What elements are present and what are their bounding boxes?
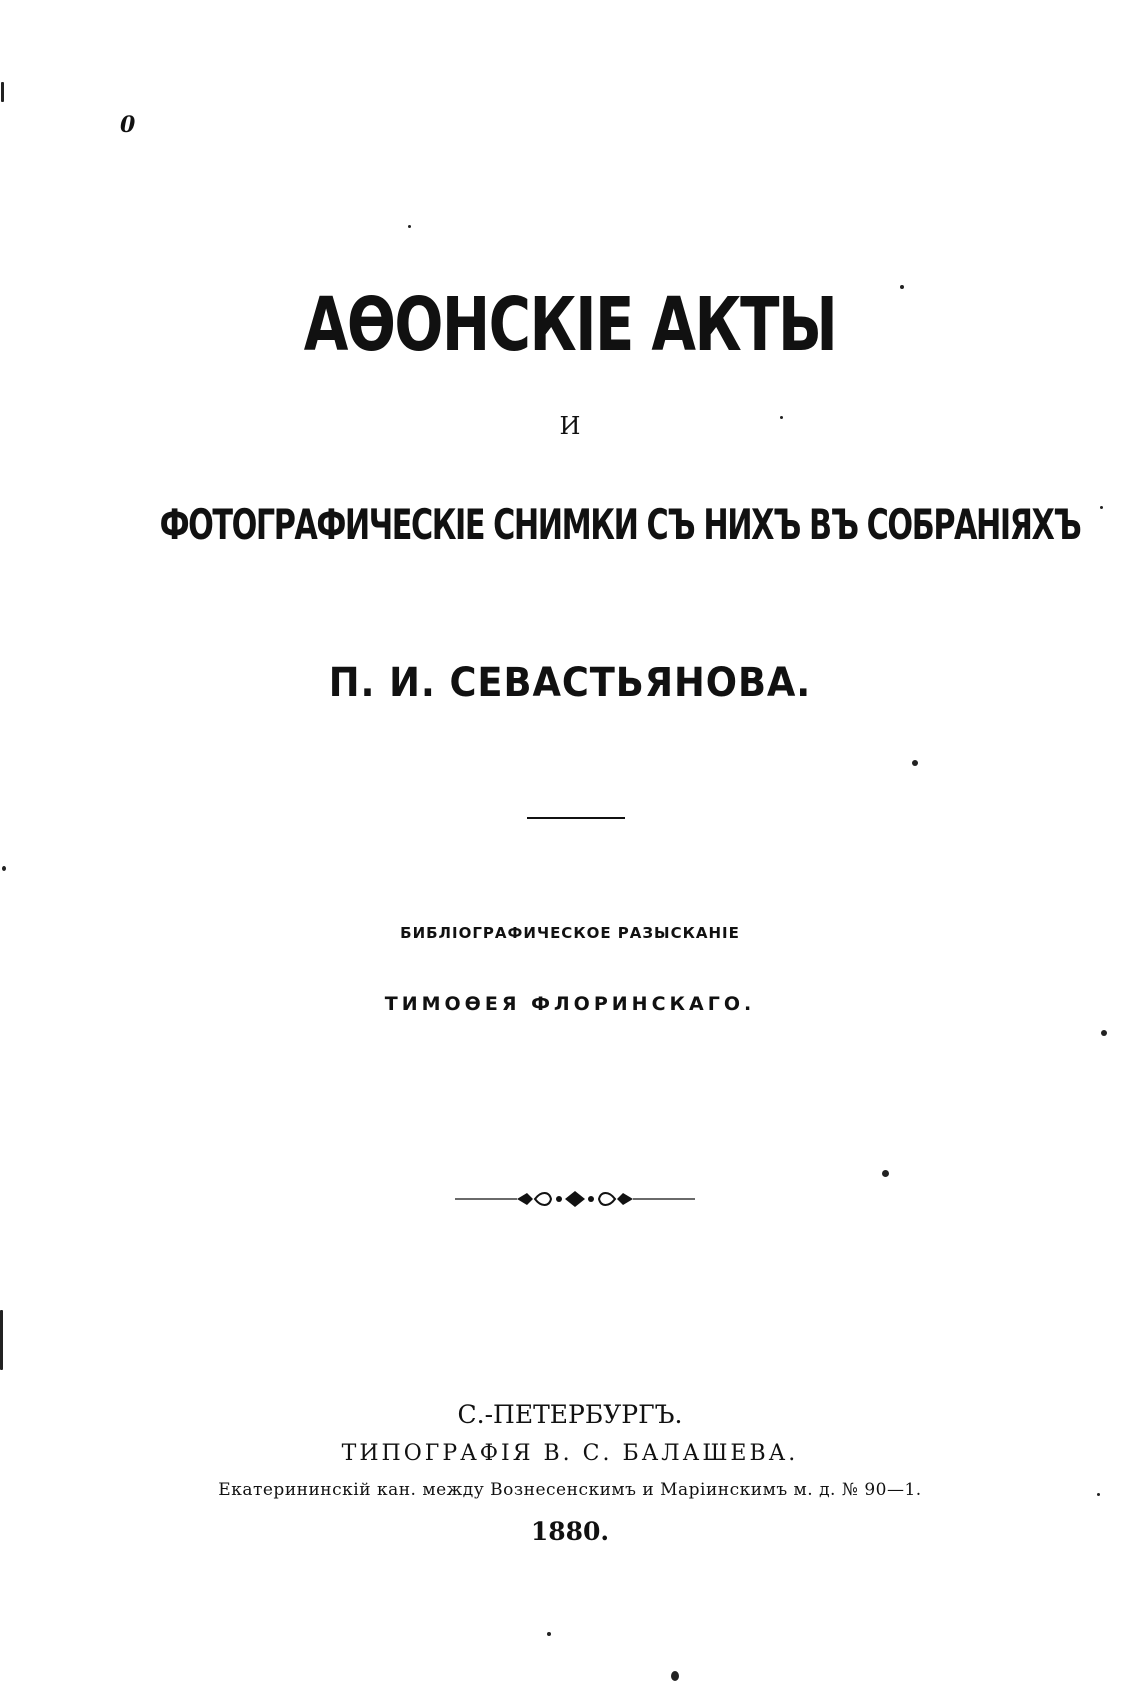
scan-speck (912, 760, 918, 766)
imprint-year: 1880. (530, 1517, 610, 1546)
scan-speck (408, 225, 411, 228)
book-subtitle: ФОТОГРАФИЧЕСКІЕ СНИМКИ СЪ НИХЪ ВЪ СОБРАНІЯХЪ (159, 500, 1081, 549)
imprint-city: С.-ПЕТЕРБУРГЪ. (457, 1400, 683, 1429)
scan-speck (1097, 1493, 1100, 1496)
scan-speck (1, 82, 4, 102)
scan-speck (1100, 506, 1103, 509)
scan-speck (0, 1310, 3, 1370)
compiler-name: ТИМОѲЕЯ ФЛОРИНСКАГО. (384, 993, 756, 1015)
fleuron-divider-icon (455, 1187, 695, 1211)
scan-speck (1101, 1030, 1107, 1036)
imprint-printer: ТИПОГРАФІЯ В. С. БАЛАШЕВА. (341, 1441, 799, 1466)
collection-owner: П. И. СЕВАСТЬЯНОВА. (328, 660, 812, 706)
imprint-address: Екатерининскій кан. между Вознесенскимъ и Маріинскимъ м. д. № 90—1. (218, 1480, 922, 1500)
title-conjunction: И (559, 412, 581, 440)
scan-speck (671, 1671, 679, 1681)
horizontal-rule (527, 817, 625, 819)
scan-speck (900, 285, 904, 289)
scan-speck (882, 1170, 889, 1177)
scan-speck (547, 1632, 551, 1636)
work-kind: БИБЛІОГРАФИЧЕСКОЕ РАЗЫСКАНІЕ (400, 924, 740, 942)
book-title: АѲОНСКІЕ АКТЫ (303, 282, 837, 368)
scan-speck (780, 416, 783, 419)
corner-mark: 0 (120, 112, 136, 138)
scan-speck (2, 866, 6, 871)
